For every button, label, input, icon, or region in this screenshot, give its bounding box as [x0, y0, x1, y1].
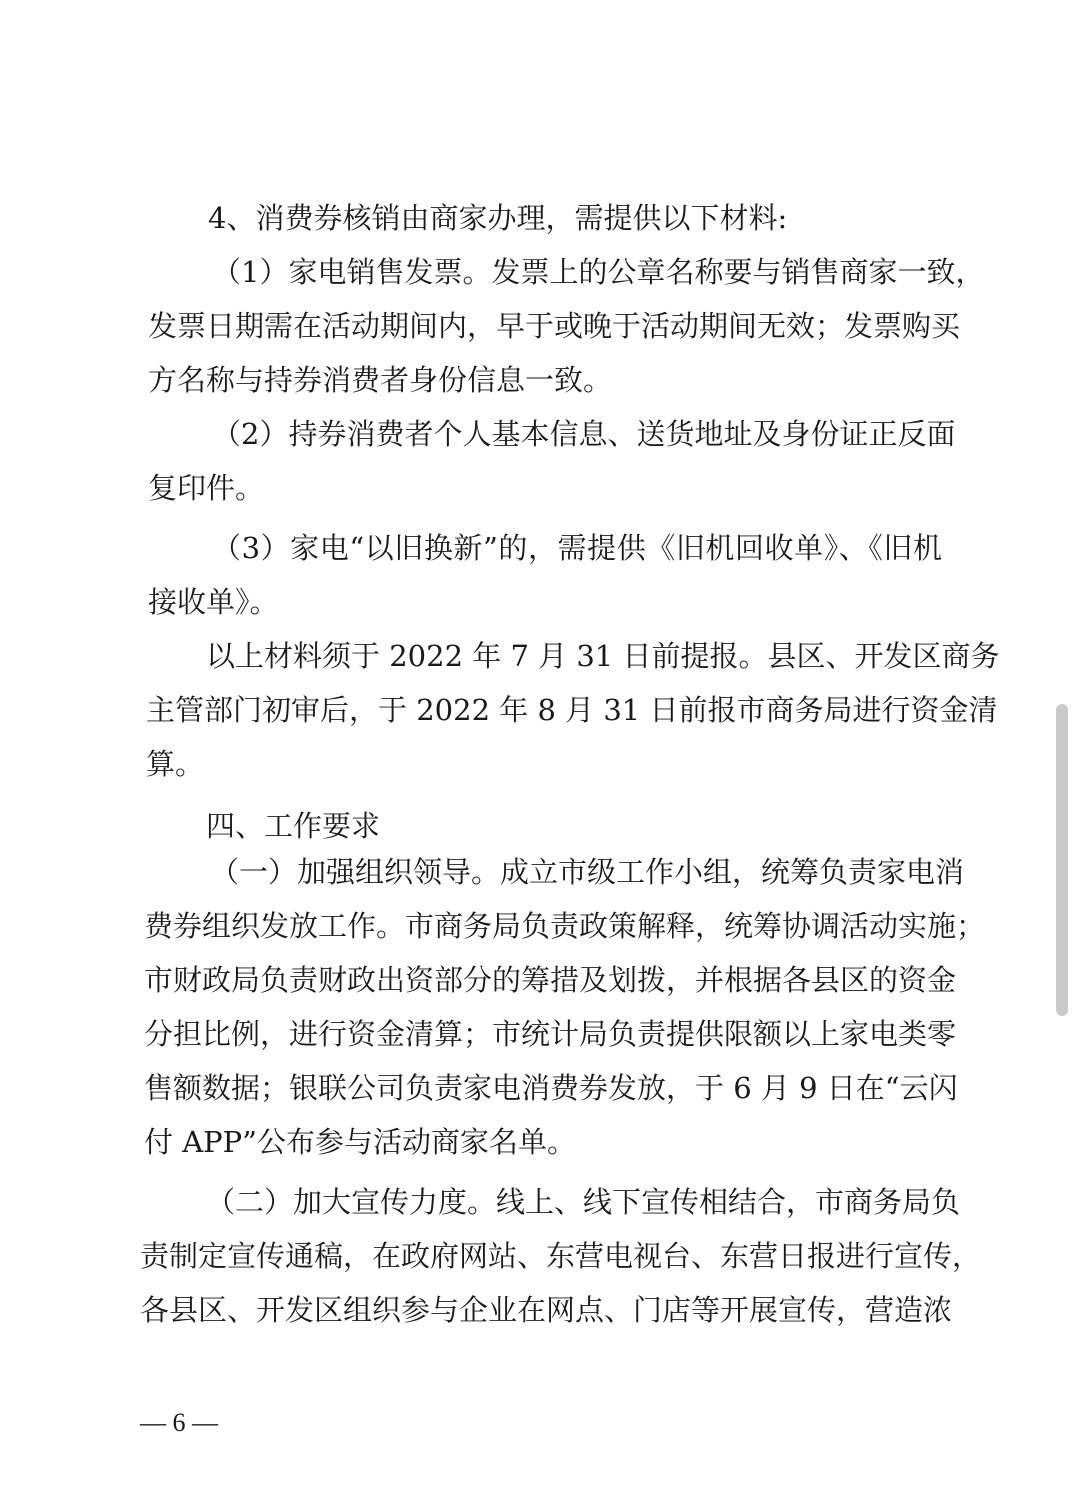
page-number: — 6 — [140, 1408, 218, 1437]
text-line: 付 APP”公布参与活动商家名单。 [144, 1125, 577, 1159]
text-line: 费券组织发放工作。市商务局负责政策解释，统筹协调活动实施； [144, 909, 986, 943]
text-line: 各县区、开发区组织参与企业在网点、门店等开展宣传，营造浓 [140, 1293, 953, 1327]
text-line: 售额数据；银联公司负责家电消费券发放，于 6 月 9 日在“云闪 [144, 1071, 958, 1105]
text-line: （3）家电“以旧换新”的，需提供《旧机回收单》、《旧机 [212, 531, 942, 565]
text-line: （1）家电销售发票。发票上的公章名称要与销售商家一致， [212, 255, 985, 289]
text-line: 发票日期需在活动期间内，早于或晚于活动期间无效；发票购买 [148, 309, 961, 343]
text-line: 责制定宣传通稿，在政府网站、东营电视台、东营日报进行宣传， [140, 1239, 982, 1273]
text-line: 主管部门初审后，于 2022 年 8 月 31 日前报市商务局进行资金清 [146, 693, 998, 727]
text-line: 接收单》。 [148, 585, 279, 619]
text-line: 算。 [146, 747, 205, 781]
text-line: 方名称与持券消费者身份信息一致。 [148, 363, 613, 397]
text-line: 复印件。 [148, 471, 265, 505]
text-line: 市财政局负责财政出资部分的筹措及划拨，并根据各县区的资金 [144, 963, 957, 997]
text-line: 以上材料须于 2022 年 7 月 31 日前提报。县区、开发区商务 [206, 639, 1000, 673]
text-line: 分担比例，进行资金清算；市统计局负责提供限额以上家电类零 [144, 1017, 957, 1051]
text-line: 4、消费券核销由商家办理，需提供以下材料: [208, 201, 788, 235]
text-line: （二）加大宣传力度。线上、线下宣传相结合，市商务局负 [206, 1185, 961, 1219]
section-heading: 四、工作要求 [206, 809, 381, 843]
text-line: （2）持券消费者个人基本信息、送货地址及身份证正反面 [212, 417, 956, 451]
scrollbar-thumb[interactable] [1056, 704, 1068, 1016]
text-line: （一）加强组织领导。成立市级工作小组，统筹负责家电消 [210, 855, 965, 889]
